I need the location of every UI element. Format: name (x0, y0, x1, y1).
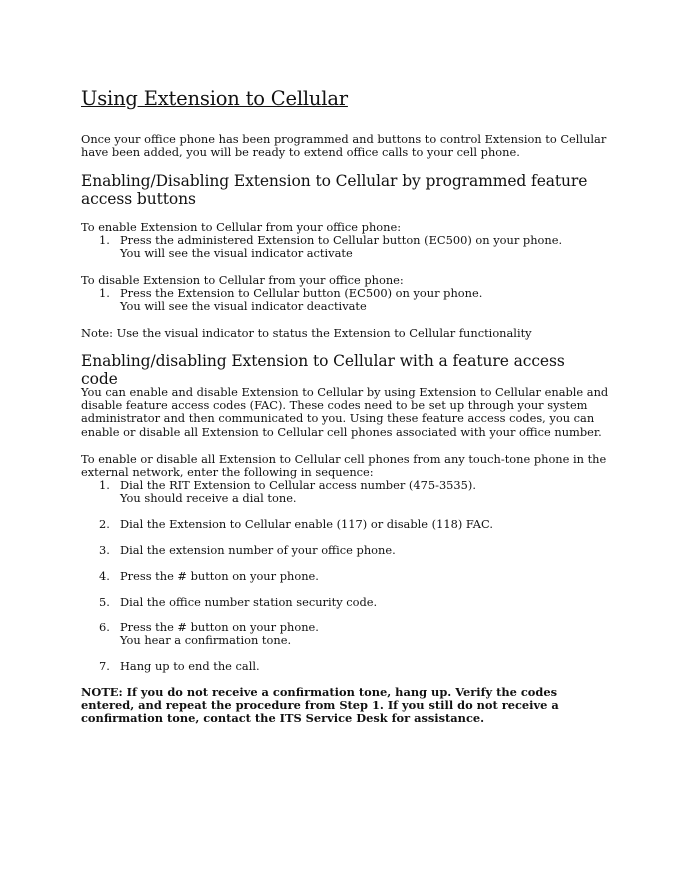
list-number: 7. (99, 659, 110, 673)
list-text: Dial the office number station security code. (120, 595, 378, 609)
list-number: 1. (99, 286, 110, 300)
list-text: Dial the extension number of your office phone. (120, 543, 396, 557)
list-item (99, 479, 609, 505)
disable-lead: To disable Extension to Cellular from your office phone: (81, 273, 404, 287)
section2-heading: Enabling/disabling Extension to Cellular with a feature access code (81, 352, 565, 388)
list-subtext: You will see the visual indicator activate (120, 246, 353, 261)
list-item (99, 570, 609, 583)
list-number: 1. (99, 478, 110, 492)
list-item (99, 544, 609, 557)
list-number: 2. (99, 517, 110, 531)
list-item (99, 621, 609, 647)
list-item (99, 660, 609, 673)
list-number: 5. (99, 595, 110, 609)
list-number: 4. (99, 569, 110, 583)
list-number: 6. (99, 620, 110, 634)
list-text: Press the # button on your phone. (120, 569, 319, 583)
list-text: Dial the RIT Extension to Cellular access number (475-3535). (120, 478, 476, 492)
visual-indicator-note: Note: Use the visual indicator to status the Extension to Cellular functionality (81, 326, 532, 340)
list-item (99, 287, 609, 313)
enable-lead: To enable Extension to Cellular from your office phone: (81, 220, 402, 234)
final-note: NOTE: If you do not receive a confirmation tone, hang up. Verify the codes entered, and repeat the procedure from Step 1. If you still do not receive a confirmation tone, contact the ITS Service Desk for assistance. (81, 685, 559, 726)
sequence-intro: To enable or disable all Extension to Cellular cell phones from any touch-tone phone in the external network, enter the following in sequence: (81, 452, 607, 480)
list-text: Press the administered Extension to Cellular button (EC500) on your phone. (120, 233, 563, 247)
intro-paragraph: Once your office phone has been programmed and buttons to control Extension to Cellular have been added, you will be ready to extend office calls to your cell phone. (81, 132, 607, 160)
list-subtext: You hear a confirmation tone. (120, 633, 292, 648)
list-number: 3. (99, 543, 110, 557)
list-text: Press the # button on your phone. (120, 620, 319, 634)
list-text: Dial the Extension to Cellular enable (117) or disable (118) FAC. (120, 517, 493, 531)
section1-heading: Enabling/Disabling Extension to Cellular by programmed feature access buttons (81, 172, 588, 208)
page-title: Using Extension to Cellular (81, 87, 348, 110)
list-text: Hang up to end the call. (120, 659, 260, 673)
list-item (99, 596, 609, 609)
list-item (99, 234, 609, 260)
list-subtext: You will see the visual indicator deactivate (120, 299, 367, 314)
list-subtext: You should receive a dial tone. (120, 491, 297, 506)
list-number: 1. (99, 233, 110, 247)
list-item (99, 518, 609, 531)
fac-paragraph: You can enable and disable Extension to Cellular by using Extension to Cellular enable and disable feature access codes (FAC). These codes need to be set up through your system administrator and then communicated to you. Using these feature access codes, you can enable or disable all Extension to Cellular cell phones associated with your office number. (81, 385, 609, 439)
list-text: Press the Extension to Cellular button (EC500) on your phone. (120, 286, 483, 300)
